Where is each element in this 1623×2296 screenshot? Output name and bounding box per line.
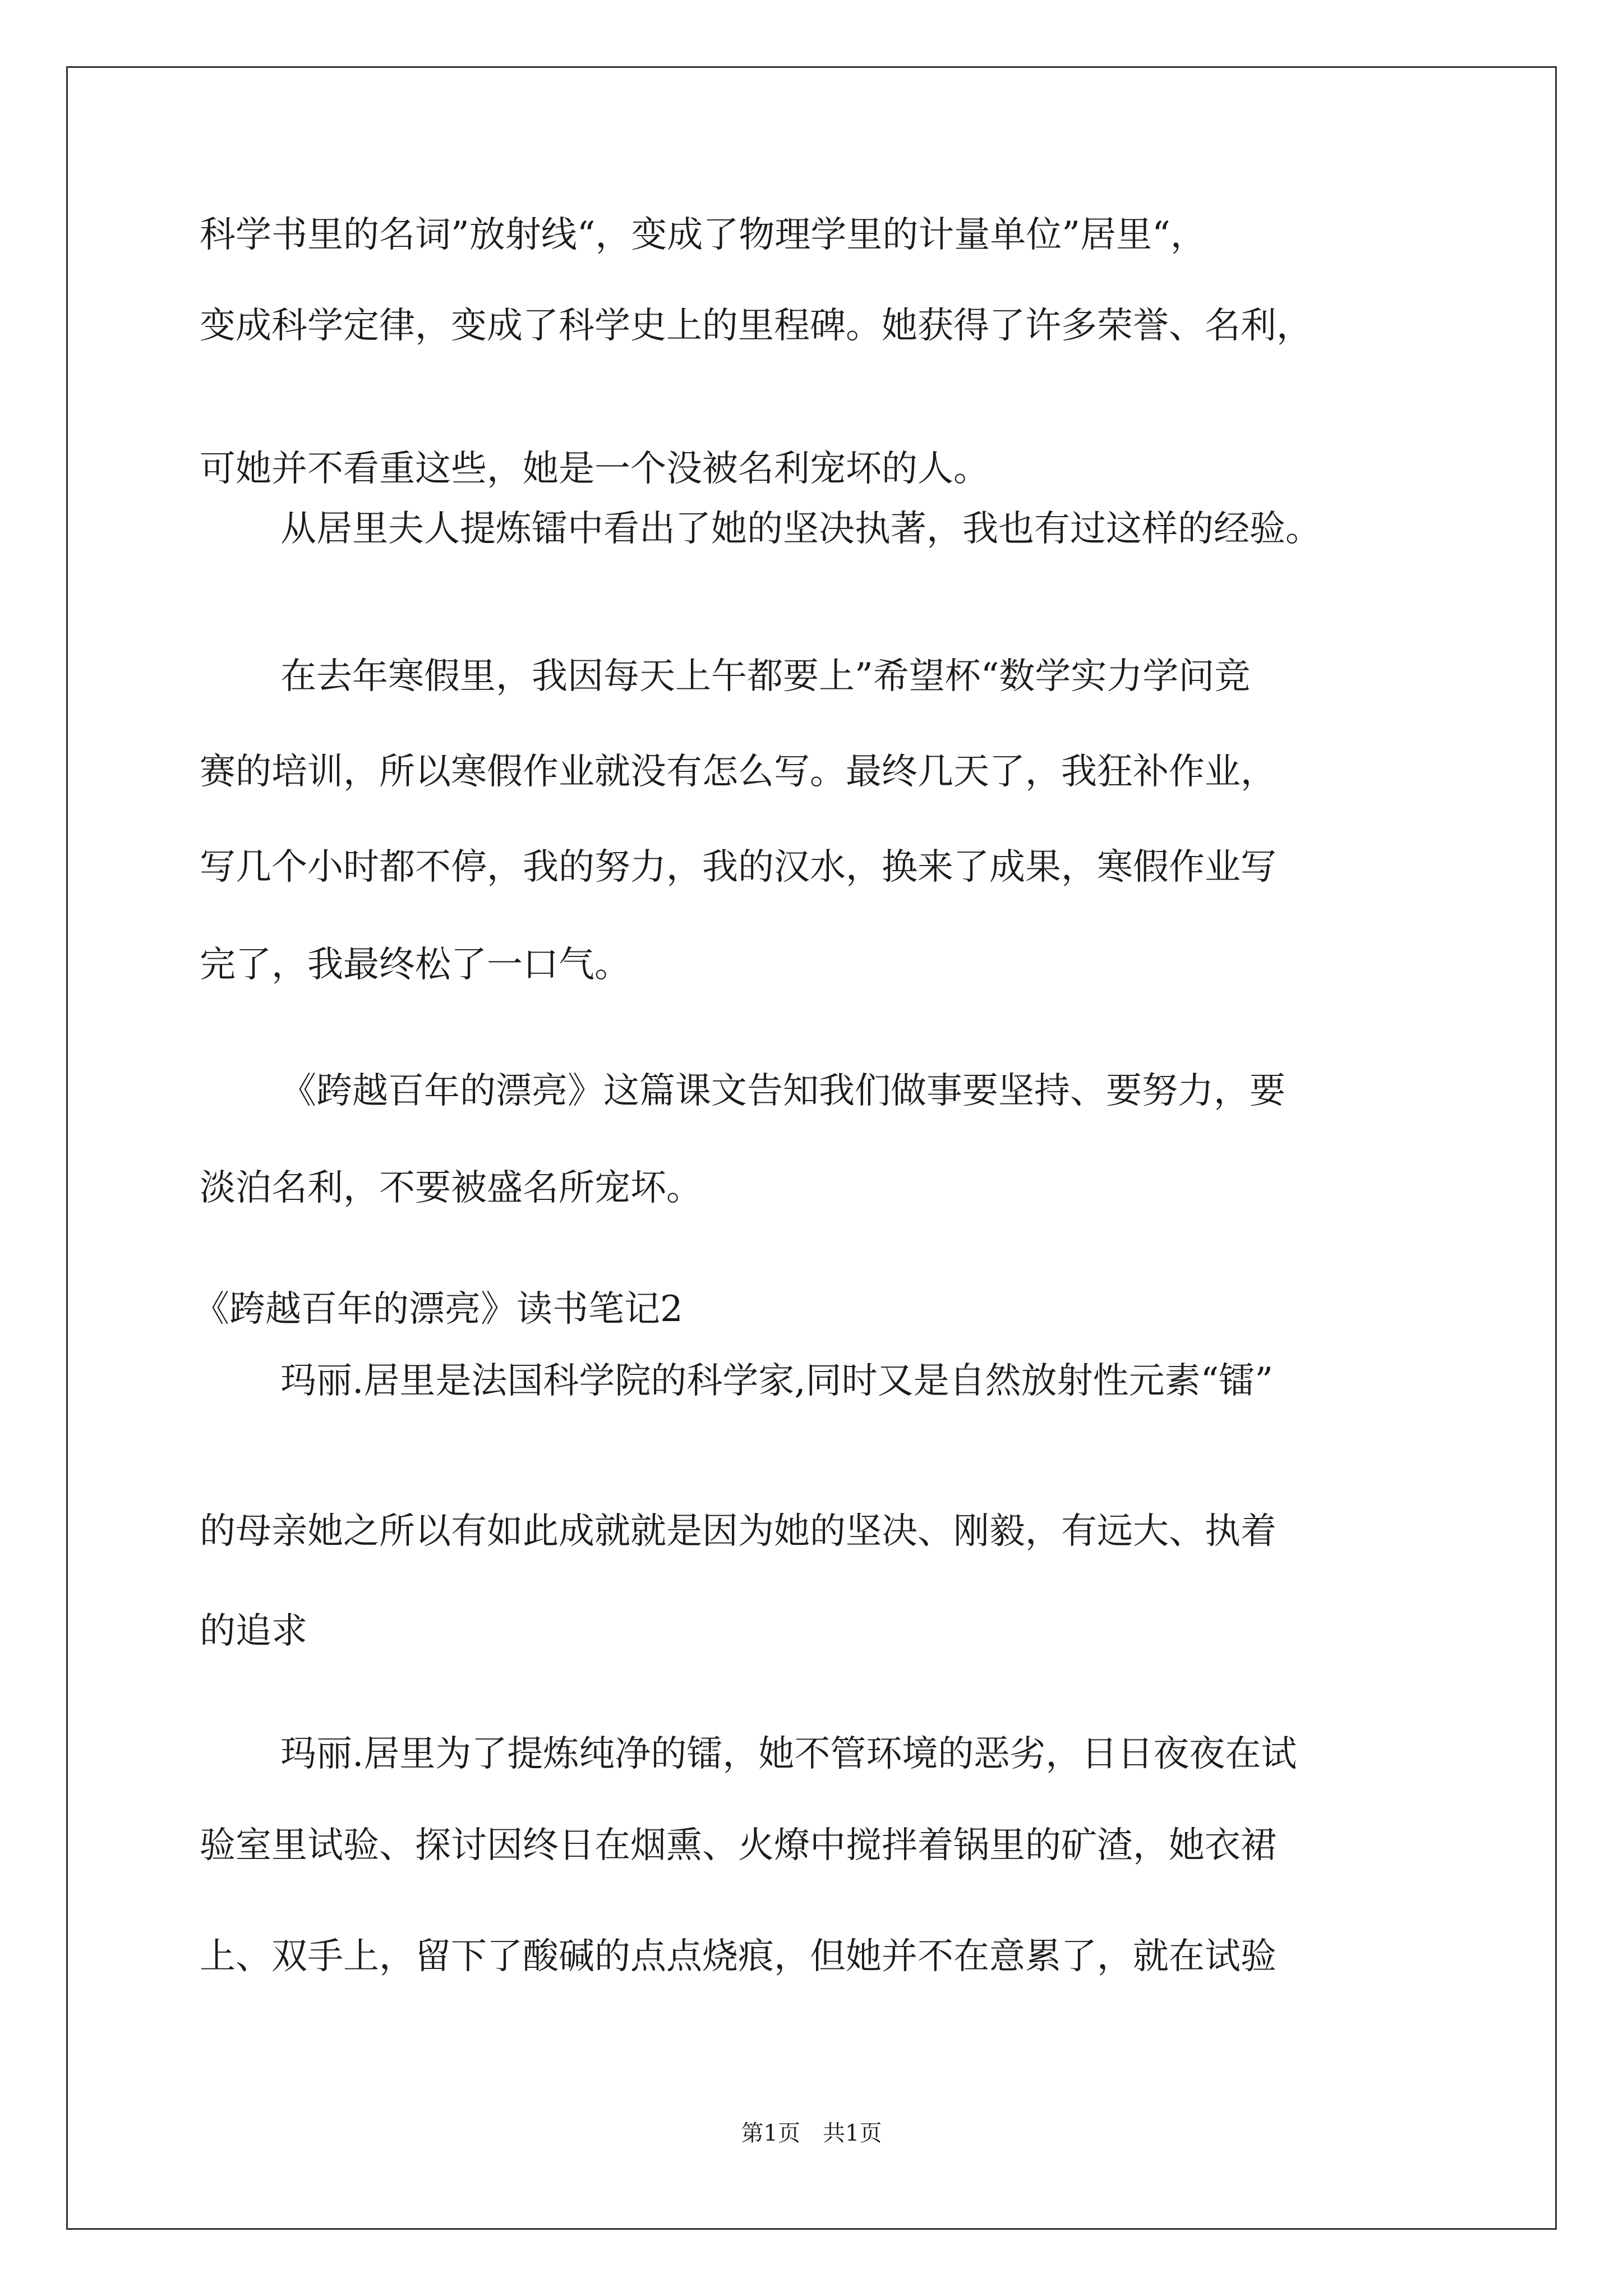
page-border — [66, 66, 1557, 2230]
paragraph-line: 完了，我最终松了一口气。 — [200, 944, 630, 986]
paragraph-line: 可她并不看重这些，她是一个没被名利宠坏的人。 — [200, 448, 989, 490]
paragraph-line: 淡泊名利，不要被盛名所宠坏。 — [200, 1167, 702, 1209]
paragraph-line: 玛丽.居里是法国科学院的科学家,同时又是自然放射性元素“镭” — [280, 1360, 1274, 1402]
section-heading: 《跨越百年的漂亮》读书笔记2 — [193, 1289, 683, 1330]
paragraph-line: 从居里夫人提炼镭中看出了她的坚决执著，我也有过这样的经验。 — [280, 508, 1321, 550]
paragraph-line: 玛丽.居里为了提炼纯净的镭，她不管环境的恶劣，日日夜夜在试 — [280, 1733, 1297, 1775]
paragraph-line: 的母亲她之所以有如此成就就是因为她的坚决、刚毅，有远大、执着 — [200, 1511, 1276, 1552]
paragraph-line: 的追求 — [200, 1611, 307, 1652]
paragraph-line: 上、双手上，留下了酸碱的点点烧痕，但她并不在意累了，就在试验 — [200, 1936, 1276, 1977]
page-number: 第1页 共1页 — [741, 2120, 882, 2146]
paragraph-line: 验室里试验、探讨因终日在烟熏、火燎中搅拌着锅里的矿渣，她衣裙 — [200, 1825, 1276, 1866]
paragraph-line: 《跨越百年的漂亮》这篇课文告知我们做事要坚持、要努力，要 — [280, 1070, 1285, 1112]
paragraph-line: 写几个小时都不停，我的努力，我的汉水，换来了成果，寒假作业写 — [200, 846, 1276, 888]
paragraph-line: 在去年寒假里，我因每天上午都要上”希望杯“数学实力学问竞 — [280, 656, 1251, 697]
paragraph-line: 变成科学定律，变成了科学史上的里程碑。她获得了许多荣誉、名利， — [200, 305, 1312, 347]
paragraph-line: 赛的培训，所以寒假作业就没有怎么写。最终几天了，我狂补作业， — [200, 751, 1276, 793]
paragraph-line: 科学书里的名词”放射线“，变成了物理学里的计量单位”居里“， — [200, 214, 1206, 256]
